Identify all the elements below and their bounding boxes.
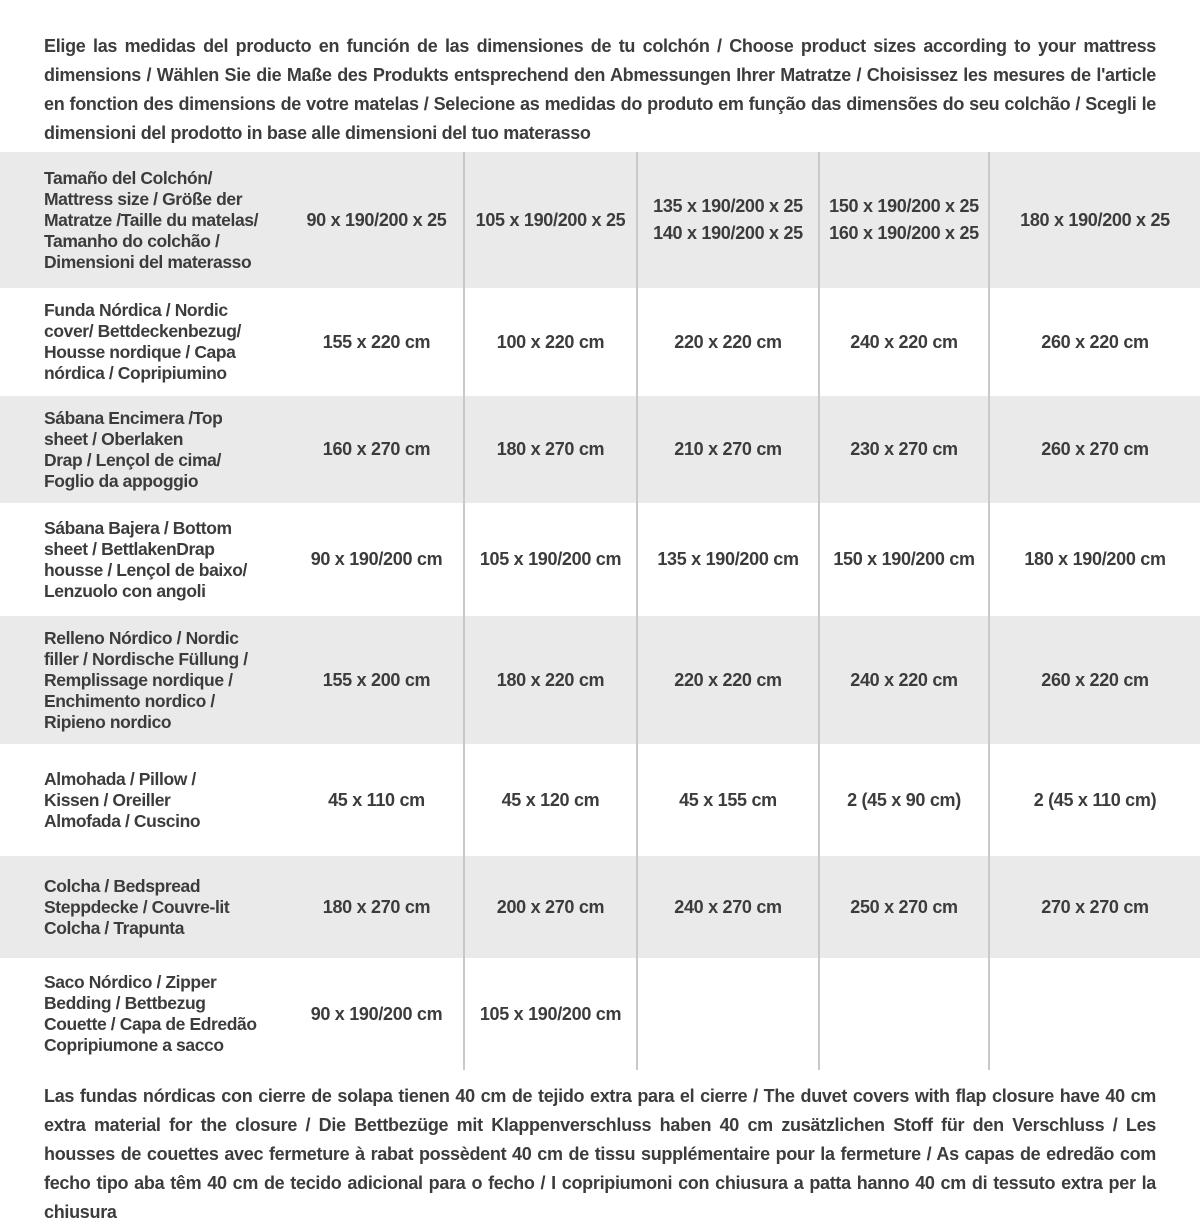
intro-text: Elige las medidas del producto en función de las dimensiones de tu colchón / Choose product sizes according to your mattress dimensions / Wählen Sie die Maße des Produkts entsprechend den Abmessungen Ihrer Matratze / Choisissez les mesures de l'article en fonction des dimensions de votre matelas / Selecione as medidas do produto em função das dimensões do seu colchão / Scegli le dimensioni del prodotto in base alle dimensioni del tuo materasso — [44, 36, 1156, 143]
size-value-cell: 240 x 270 cm — [636, 856, 818, 958]
row-label-nordic-cover: Funda Nórdica / Nordic cover/ Bettdeckenbezug/ Housse nordique / Capa nórdica / Copripiumino — [44, 300, 241, 383]
size-value-cell: 2 (45 x 110 cm) — [988, 744, 1200, 856]
size-value-cell: 150 x 190/200 cm — [818, 503, 988, 616]
size-table — [0, 152, 1200, 1070]
size-value-cell: 100 x 220 cm — [463, 288, 636, 396]
size-value-cell — [818, 958, 988, 1070]
size-value-cell: 220 x 220 cm — [636, 616, 818, 744]
footnote-text: Las fundas nórdicas con cierre de solapa tienen 40 cm de tejido extra para el cierre / The duvet covers with flap closure have 40 cm extra material for the closure / Die Bettbezüge mit Klappenverschluss haben 40 cm zusätzlichen Stoff für den Verschluss / Les housses de couettes avec fermeture à rabat possèdent 40 cm de tissu supplémentaire pour la fermeture / As capas de edredão com fecho tipo aba têm 40 cm de tecido adicional para o fecho / I copripiumoni con chiusura a patta hanno 40 cm di tessuto extra per la chiusura — [44, 1086, 1156, 1222]
size-value-cell: 2 (45 x 90 cm) — [818, 744, 988, 856]
size-value-cell: 45 x 155 cm — [636, 744, 818, 856]
mattress-size-column: 150 x 190/200 x 25 160 x 190/200 x 25 — [818, 152, 988, 288]
size-value-cell: 135 x 190/200 cm — [636, 503, 818, 616]
size-value-cell: 90 x 190/200 cm — [310, 1003, 443, 1024]
size-value-cell: 180 x 220 cm — [463, 616, 636, 744]
mattress-size-column: 90 x 190/200 x 25 — [290, 152, 463, 288]
row-label-top-sheet: Sábana Encimera /Top sheet / Oberlaken Drap / Lençol de cima/ Foglio da appoggio — [0, 396, 290, 503]
row-label-bedspread: Colcha / Bedspread Steppdecke / Couvre-lit Colcha / Trapunta — [0, 856, 290, 958]
row-label-pillow: Almohada / Pillow / Kissen / Oreiller Almofada / Cuscino — [44, 768, 201, 831]
mattress-size-header-cell: Tamaño del Colchón/ Mattress size / Größe der Matratze /Taille du matelas/ Tamanho do colchão / Dimensioni del materasso — [0, 152, 290, 288]
size-value-cell: 200 x 270 cm — [463, 856, 636, 958]
size-value-cell: 260 x 220 cm — [988, 288, 1200, 396]
size-value-cell: 270 x 270 cm — [988, 856, 1200, 958]
size-value-cell: 240 x 220 cm — [818, 288, 988, 396]
size-value-cell: 45 x 110 cm — [328, 789, 425, 810]
size-value-cell: 45 x 120 cm — [463, 744, 636, 856]
mattress-size-column: 105 x 190/200 x 25 — [463, 152, 636, 288]
size-value-cell: 250 x 270 cm — [818, 856, 988, 958]
size-value-cell: 180 x 270 cm — [290, 856, 463, 958]
mattress-size-column: 135 x 190/200 x 25 140 x 190/200 x 25 — [636, 152, 818, 288]
row-label-zipper-bedding: Saco Nórdico / Zipper Bedding / Bettbezug Couette / Capa de Edredão Copripiumone a sacco — [44, 972, 257, 1055]
size-value-cell: 230 x 270 cm — [818, 396, 988, 503]
size-value-cell: 155 x 220 cm — [322, 331, 431, 352]
size-value-cell: 260 x 220 cm — [988, 616, 1200, 744]
mattress-size-column: 180 x 190/200 x 25 — [988, 152, 1200, 288]
row-label-bottom-sheet: Sábana Bajera / Bottom sheet / BettlakenDrap housse / Lençol de baixo/ Lenzuolo con angoli — [44, 517, 247, 601]
size-value-cell: 240 x 220 cm — [818, 616, 988, 744]
size-value-cell: 105 x 190/200 cm — [463, 503, 636, 616]
size-value-cell: 180 x 270 cm — [463, 396, 636, 503]
size-value-cell: 220 x 220 cm — [636, 288, 818, 396]
size-value-cell: 105 x 190/200 cm — [463, 958, 636, 1070]
size-value-cell: 90 x 190/200 cm — [310, 549, 443, 569]
size-value-cell: 210 x 270 cm — [636, 396, 818, 503]
size-value-cell: 180 x 190/200 cm — [988, 503, 1200, 616]
size-value-cell — [636, 958, 818, 1070]
size-value-cell: 160 x 270 cm — [290, 396, 463, 503]
size-value-cell: 155 x 200 cm — [290, 616, 463, 744]
size-value-cell — [988, 958, 1200, 1070]
row-label-nordic-filler: Relleno Nórdico / Nordic filler / Nordische Füllung / Remplissage nordique / Enchimento nordico / Ripieno nordico — [0, 616, 290, 744]
size-value-cell: 260 x 270 cm — [988, 396, 1200, 503]
